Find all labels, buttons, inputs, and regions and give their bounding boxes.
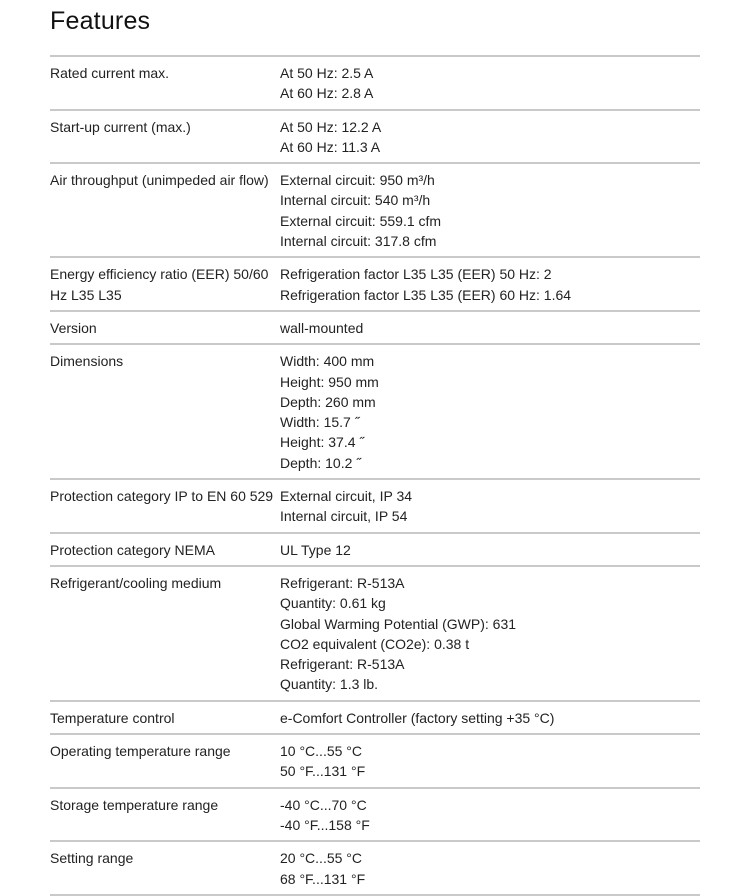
feature-values	[280, 63, 700, 104]
feature-label: Rated current max.	[50, 65, 170, 81]
feature-value: External circuit, IP 34	[280, 488, 413, 505]
feature-values	[280, 540, 700, 560]
feature-values	[280, 264, 700, 305]
feature-label: Storage temperature range	[50, 796, 219, 813]
feature-value: 10 °C...55 °C	[280, 743, 363, 760]
feature-values	[280, 741, 700, 782]
feature-values	[280, 708, 700, 728]
feature-label: Start-up current (max.)	[50, 118, 191, 135]
feature-value: Width: 400 mm	[280, 353, 375, 370]
feature-label: Protection category NEMA	[50, 541, 215, 558]
feature-value: 20 °C...55 °C	[280, 850, 363, 867]
feature-label: Protection category IP to EN 60 529	[50, 488, 274, 505]
feature-value: Quantity: 1.3 lb.	[280, 676, 379, 693]
feature-value: Refrigerant: R-513A	[280, 656, 405, 673]
feature-value: 68 °F...131 °F	[280, 870, 366, 887]
feature-value: e-Comfort Controller (factory setting +35 °C)	[280, 709, 555, 726]
feature-value: At 60 Hz: 11.3 A	[280, 138, 381, 155]
feature-value: UL Type 12	[280, 541, 351, 558]
table-row	[50, 735, 700, 789]
table-row	[50, 312, 700, 345]
table-row	[50, 111, 700, 165]
feature-values	[280, 170, 700, 251]
table-row	[50, 702, 700, 735]
feature-label: Dimensions	[50, 353, 124, 370]
feature-values	[280, 795, 700, 836]
feature-values	[280, 351, 700, 473]
table-row	[50, 534, 700, 567]
feature-value: Internal circuit: 317.8 cfm	[280, 233, 437, 250]
table-row	[50, 567, 700, 702]
feature-label: Operating temperature range	[50, 743, 231, 760]
feature-label: Refrigerant/cooling medium	[50, 574, 222, 591]
table-row	[50, 345, 700, 480]
feature-value: Quantity: 0.61 kg	[280, 595, 386, 612]
feature-label: Temperature control	[50, 709, 175, 726]
feature-value: Height: 950 mm	[280, 373, 379, 390]
feature-value: Refrigeration factor L35 L35 (EER) 50 Hz: 2	[280, 266, 552, 283]
feature-value: 50 °F...131 °F	[280, 763, 366, 780]
feature-value: CO2 equivalent (CO2e): 0.38 t	[280, 635, 470, 652]
feature-values	[280, 573, 700, 695]
table-row	[50, 57, 700, 111]
table-row	[50, 842, 700, 896]
feature-value: Height: 37.4 ˝	[280, 434, 365, 451]
table-row	[50, 480, 700, 534]
feature-value: -40 °C...70 °C	[280, 796, 367, 813]
feature-values	[280, 117, 700, 158]
feature-value: Depth: 10.2 ˝	[280, 454, 361, 471]
feature-value: Global Warming Potential (GWP): 631	[280, 615, 517, 632]
feature-value: wall-mounted	[280, 319, 364, 336]
features-table	[50, 57, 700, 896]
feature-label: Setting range	[50, 850, 134, 867]
feature-values	[280, 318, 700, 338]
table-row	[50, 164, 700, 258]
feature-value: Internal circuit: 540 m³/h	[280, 192, 431, 209]
feature-label: Air throughput (unimpeded air flow)	[50, 172, 269, 189]
feature-value: Depth: 260 mm	[280, 393, 376, 410]
feature-label: Energy efficiency ratio (EER) 50/60 Hz L35 L35	[50, 266, 269, 303]
feature-label: Version	[50, 319, 97, 336]
table-row	[50, 258, 700, 312]
feature-value: At 50 Hz: 12.2 A	[280, 118, 382, 135]
feature-value: Refrigerant: R-513A	[280, 574, 405, 591]
feature-value: Internal circuit, IP 54	[280, 508, 408, 525]
features-section	[50, 0, 700, 896]
feature-value: External circuit: 950 m³/h	[280, 172, 435, 189]
feature-value: At 50 Hz: 2.5 A	[280, 65, 374, 81]
feature-value: Width: 15.7 ˝	[280, 414, 360, 431]
feature-value: At 60 Hz: 2.8 A	[280, 85, 374, 102]
feature-values	[280, 486, 700, 527]
table-row	[50, 789, 700, 843]
feature-value: Refrigeration factor L35 L35 (EER) 60 Hz: 1.64	[280, 286, 572, 303]
feature-value: External circuit: 559.1 cfm	[280, 212, 442, 229]
page-title: Features	[50, 7, 151, 35]
feature-value: -40 °F...158 °F	[280, 816, 370, 833]
